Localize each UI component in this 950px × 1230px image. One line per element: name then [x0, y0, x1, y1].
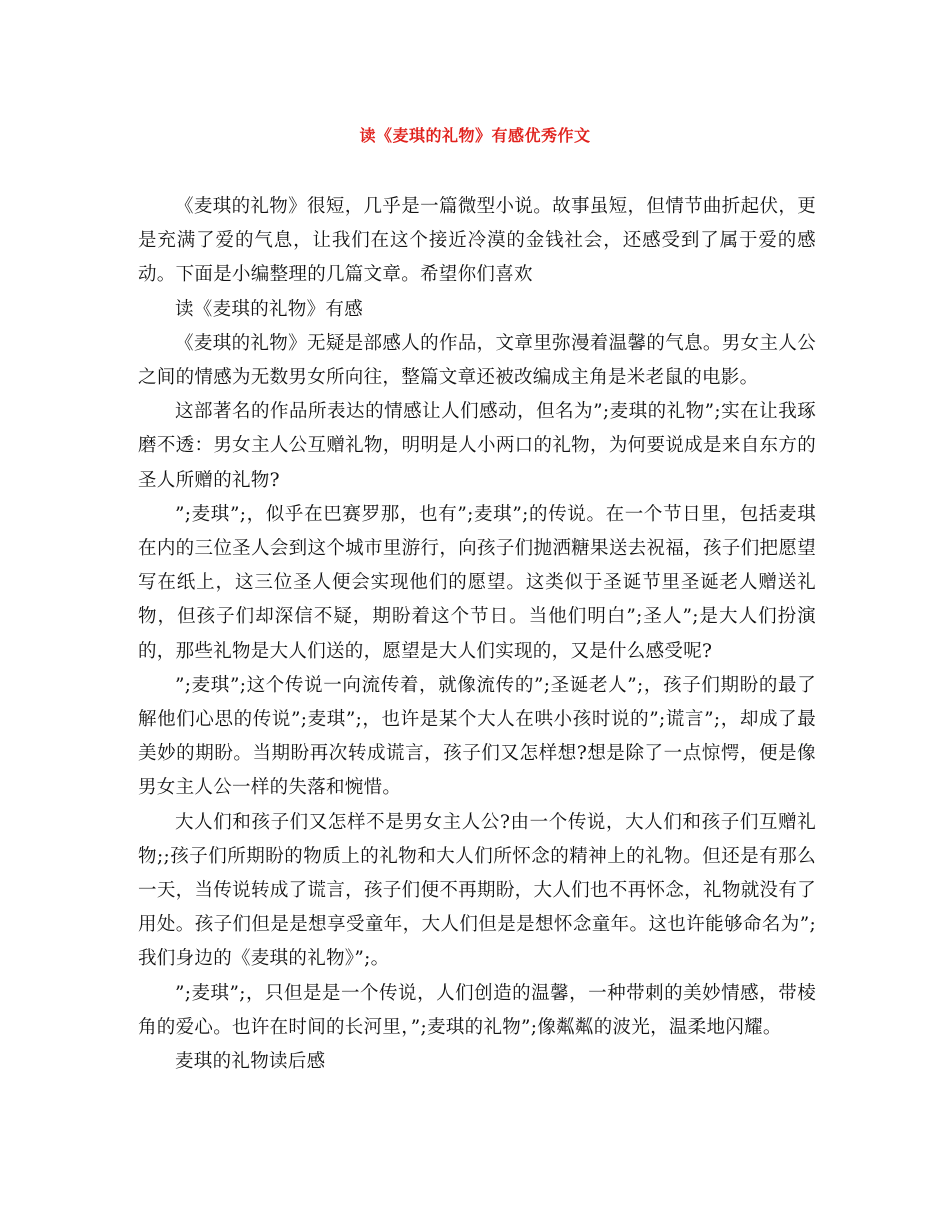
document-title: 读《麦琪的礼物》有感优秀作文	[359, 126, 591, 145]
paragraph: ”;麦琪”;，似乎在巴赛罗那，也有”;麦琪”;的传说。在一个节日里，包括麦琪在内的三位圣人会到这个城市里游行，向孩子们抛洒糖果送去祝福，孩子们把愿望写在纸上，这三位圣人便会实现他们的愿望。这类似于圣诞节里圣诞老人赠送礼物，但孩子们却深信不疑，期盼着这个节日。当他们明白”;圣人”;是大人们扮演的，那些礼物是大人们送的，愿望是大人们实现的，又是什么感受呢?	[138, 503, 816, 662]
paragraph: ”;麦琪”;这个传说一向流传着，就像流传的”;圣诞老人”;，孩子们期盼的最了解他们心思的传说”;麦琪”;，也许是某个大人在哄小孩时说的”;谎言”;，却成了最美妙的期盼。当期盼再次转成谎言，孩子们又怎样想?想是除了一点惊愕，便是像男女主人公一样的失落和惋惜。	[138, 674, 816, 799]
paragraph: ”;麦琪”;，只但是是一个传说，人们创造的温馨，一种带刺的美妙情感，带棱角的爱心。也许在时间的长河里，”;麦琪的礼物”;像粼粼的波光，温柔地闪耀。	[138, 982, 816, 1038]
paragraph: 这部著名的作品所表达的情感让人们感动，但名为”;麦琪的礼物”;实在让我琢磨不透：男女主人公互赠礼物，明明是人小两口的礼物，为何要说成是来自东方的圣人所赠的礼物?	[138, 401, 816, 491]
paragraph: 《麦琪的礼物》很短，几乎是一篇微型小说。故事虽短，但情节曲折起伏，更是充满了爱的气息，让我们在这个接近冷漠的金钱社会，还感受到了属于爱的感动。下面是小编整理的几篇文章。希望你们喜欢	[138, 196, 816, 286]
paragraph: 《麦琪的礼物》无疑是部感人的作品，文章里弥漫着温馨的气息。男女主人公之间的情感为无数男女所向往，整篇文章还被改编成主角是米老鼠的电影。	[138, 332, 816, 389]
paragraph: 大人们和孩子们又怎样不是男女主人公?由一个传说，大人们和孩子们互赠礼物;;孩子们所期盼的物质上的礼物和大人们所怀念的精神上的礼物。但还是有那么一天，当传说转成了谎言，孩子们便不再期盼，大人们也不再怀念，礼物就没有了用处。孩子们但是是想享受童年，大人们但是是想怀念童年。这也许能够命名为”;我们身边的《麦琪的礼物》”;。	[138, 811, 816, 970]
document-body	[138, 190, 816, 1079]
section-heading: 麦琪的礼物读后感	[175, 1051, 326, 1073]
section-heading: 读《麦琪的礼物》有感	[175, 298, 364, 320]
